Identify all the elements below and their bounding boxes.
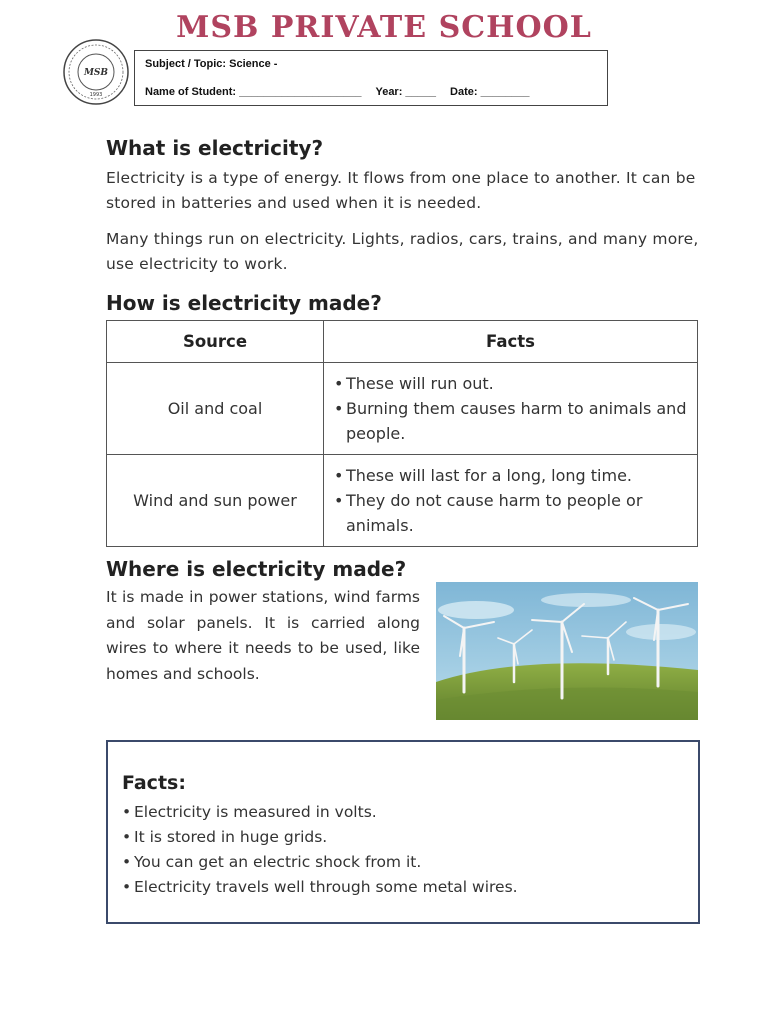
fact-item: • You can get an electric shock from it.: [122, 850, 518, 875]
table-cell-facts: [324, 363, 698, 455]
student-name-field[interactable]: Name of Student: ____________________: [145, 86, 362, 98]
paragraph-uses-of-electricity: Many things run on electricity. Lights, radios, cars, trains, and many more, use electricity to work.: [106, 230, 699, 273]
fact-item: • It is stored in huge grids.: [122, 825, 518, 850]
logo-year: 1993: [89, 92, 103, 98]
year-field[interactable]: Year: _____: [375, 86, 437, 98]
table-row: [107, 455, 698, 547]
fact-bullet: • They do not cause harm to people or animals.: [334, 488, 697, 538]
table-cell-source: Oil and coal: [107, 363, 324, 455]
student-info-box: [134, 50, 608, 106]
heading-where-is-electricity-made: Where is electricity made?: [106, 557, 407, 581]
school-logo-icon: [62, 38, 130, 106]
fact-bullet: • Burning them causes harm to animals and people.: [334, 396, 697, 446]
table-cell-facts: [324, 455, 698, 547]
table-header-source: Source: [107, 321, 324, 363]
table-cell-source: Wind and sun power: [107, 455, 324, 547]
logo-text: MSB: [83, 68, 109, 78]
facts-title: Facts:: [122, 772, 186, 794]
facts-box: [106, 740, 700, 924]
wind-farm-image: [436, 582, 698, 720]
fact-bullet: • These will last for a long, long time.: [334, 463, 697, 488]
heading-how-is-electricity-made: How is electricity made?: [106, 291, 382, 315]
table-header-row: [107, 321, 698, 363]
paragraph-electricity-definition: Electricity is a type of energy. It flows from one place to another. It can be stored in batteries and used when it is needed.: [106, 169, 696, 212]
paragraph-where-electricity-made: It is made in power stations, wind farms and solar panels. It is carried along wires to where it needs to be used, like homes and schools.: [106, 588, 420, 683]
student-info-line: [145, 86, 530, 98]
electricity-sources-table: [106, 320, 698, 547]
table-header-facts: Facts: [324, 321, 698, 363]
subject-topic-field[interactable]: Subject / Topic: Science -: [145, 58, 278, 70]
fact-item: • Electricity is measured in volts.: [122, 800, 518, 825]
fact-bullet: • These will run out.: [334, 371, 697, 396]
date-field[interactable]: Date: ________: [450, 86, 530, 98]
school-name: MSB PRIVATE SCHOOL: [176, 10, 592, 45]
table-row: [107, 363, 698, 455]
fact-item: • Electricity travels well through some metal wires.: [122, 875, 518, 900]
heading-what-is-electricity: What is electricity?: [106, 136, 324, 160]
